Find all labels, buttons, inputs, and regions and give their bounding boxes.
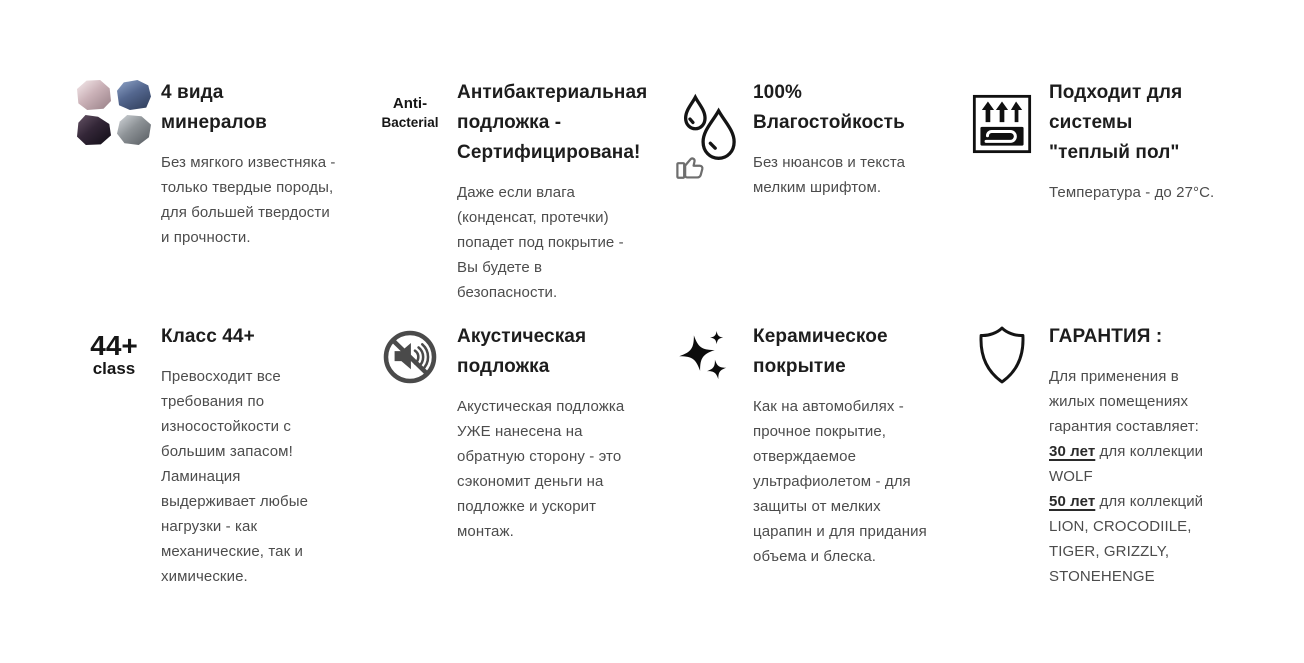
warranty-term-30-rest: для коллекции WOLF — [1049, 443, 1204, 485]
shield-icon — [963, 322, 1041, 386]
underfloor-heating-icon — [963, 78, 1041, 154]
warranty-term-30: 30 лет — [1049, 443, 1096, 460]
feature-acoustic — [371, 322, 667, 589]
feature-underfloor-heating — [963, 78, 1259, 305]
rock-pink — [77, 80, 111, 110]
minerals-photo-icon — [75, 78, 153, 145]
feature-antibacterial — [371, 78, 667, 305]
feature-title: 4 вида минералов — [161, 82, 267, 133]
feature-description: Превосходит все требования по износостойкости с большим запасом! Ламинация выдерживает любые нагрузки - как механические, так и химические. — [161, 368, 309, 585]
rock-blue — [117, 80, 151, 110]
badge-line2: class — [92, 359, 136, 378]
badge-line1: Anti- — [392, 95, 428, 112]
feature-ceramic — [667, 322, 963, 589]
feature-title: Акустическая подложка — [457, 326, 587, 377]
feature-description: Как на автомобилях - прочное покрытие, отверждаемое ультрафиолетом - для защиты от мелких царапин и для придания объема и блеска. — [753, 398, 927, 565]
feature-title: Керамическое покрытие — [753, 326, 888, 377]
feature-minerals — [75, 78, 371, 305]
warranty-intro: Для применения в жилых помещениях гарантия составляет: — [1049, 368, 1199, 435]
badge-line2: Bacterial — [381, 114, 439, 130]
warranty-term-50-rest: для коллекций LION, CROCODIILE, TIGER, GRIZZLY, STONEHENGE — [1049, 493, 1204, 585]
warranty-term-50: 50 лет — [1049, 493, 1096, 510]
feature-description — [1049, 364, 1227, 589]
feature-warranty — [963, 322, 1259, 589]
sparkles-icon — [667, 322, 745, 390]
feature-title: 100% Влагостойкость — [753, 82, 905, 133]
water-drops-thumbs-up-icon — [667, 78, 745, 184]
badge-line1: 44+ — [90, 330, 138, 361]
feature-description: Даже если влага (конденсат, протечки) попадет под покрытие - Вы будете в безопасности. — [457, 184, 624, 301]
feature-title: ГАРАНТИЯ : — [1049, 326, 1163, 347]
anti-bacterial-badge — [371, 78, 449, 131]
feature-description: Без мягкого известняка - только твердые породы, для большей твердости и прочности. — [161, 154, 336, 246]
feature-title: Класс 44+ — [161, 326, 255, 347]
feature-description: Температура - до 27°С. — [1049, 184, 1215, 201]
rock-gray — [117, 115, 151, 145]
class-44-badge — [75, 322, 153, 379]
feature-description: Без нюансов и текста мелким шрифтом. — [753, 154, 906, 196]
features-section — [75, 78, 1260, 589]
feature-moisture — [667, 78, 963, 305]
feature-title: Антибактериальная подложка - Сертифицирована! — [457, 82, 648, 163]
rock-dark — [77, 115, 111, 145]
feature-title: Подходит для системы "теплый пол" — [1049, 82, 1183, 163]
muted-speaker-icon — [371, 322, 449, 386]
feature-description: Акустическая подложка УЖЕ нанесена на обратную сторону - это сэкономит деньги на подложке и ускорит монтаж. — [457, 398, 625, 540]
feature-class-44 — [75, 322, 371, 589]
